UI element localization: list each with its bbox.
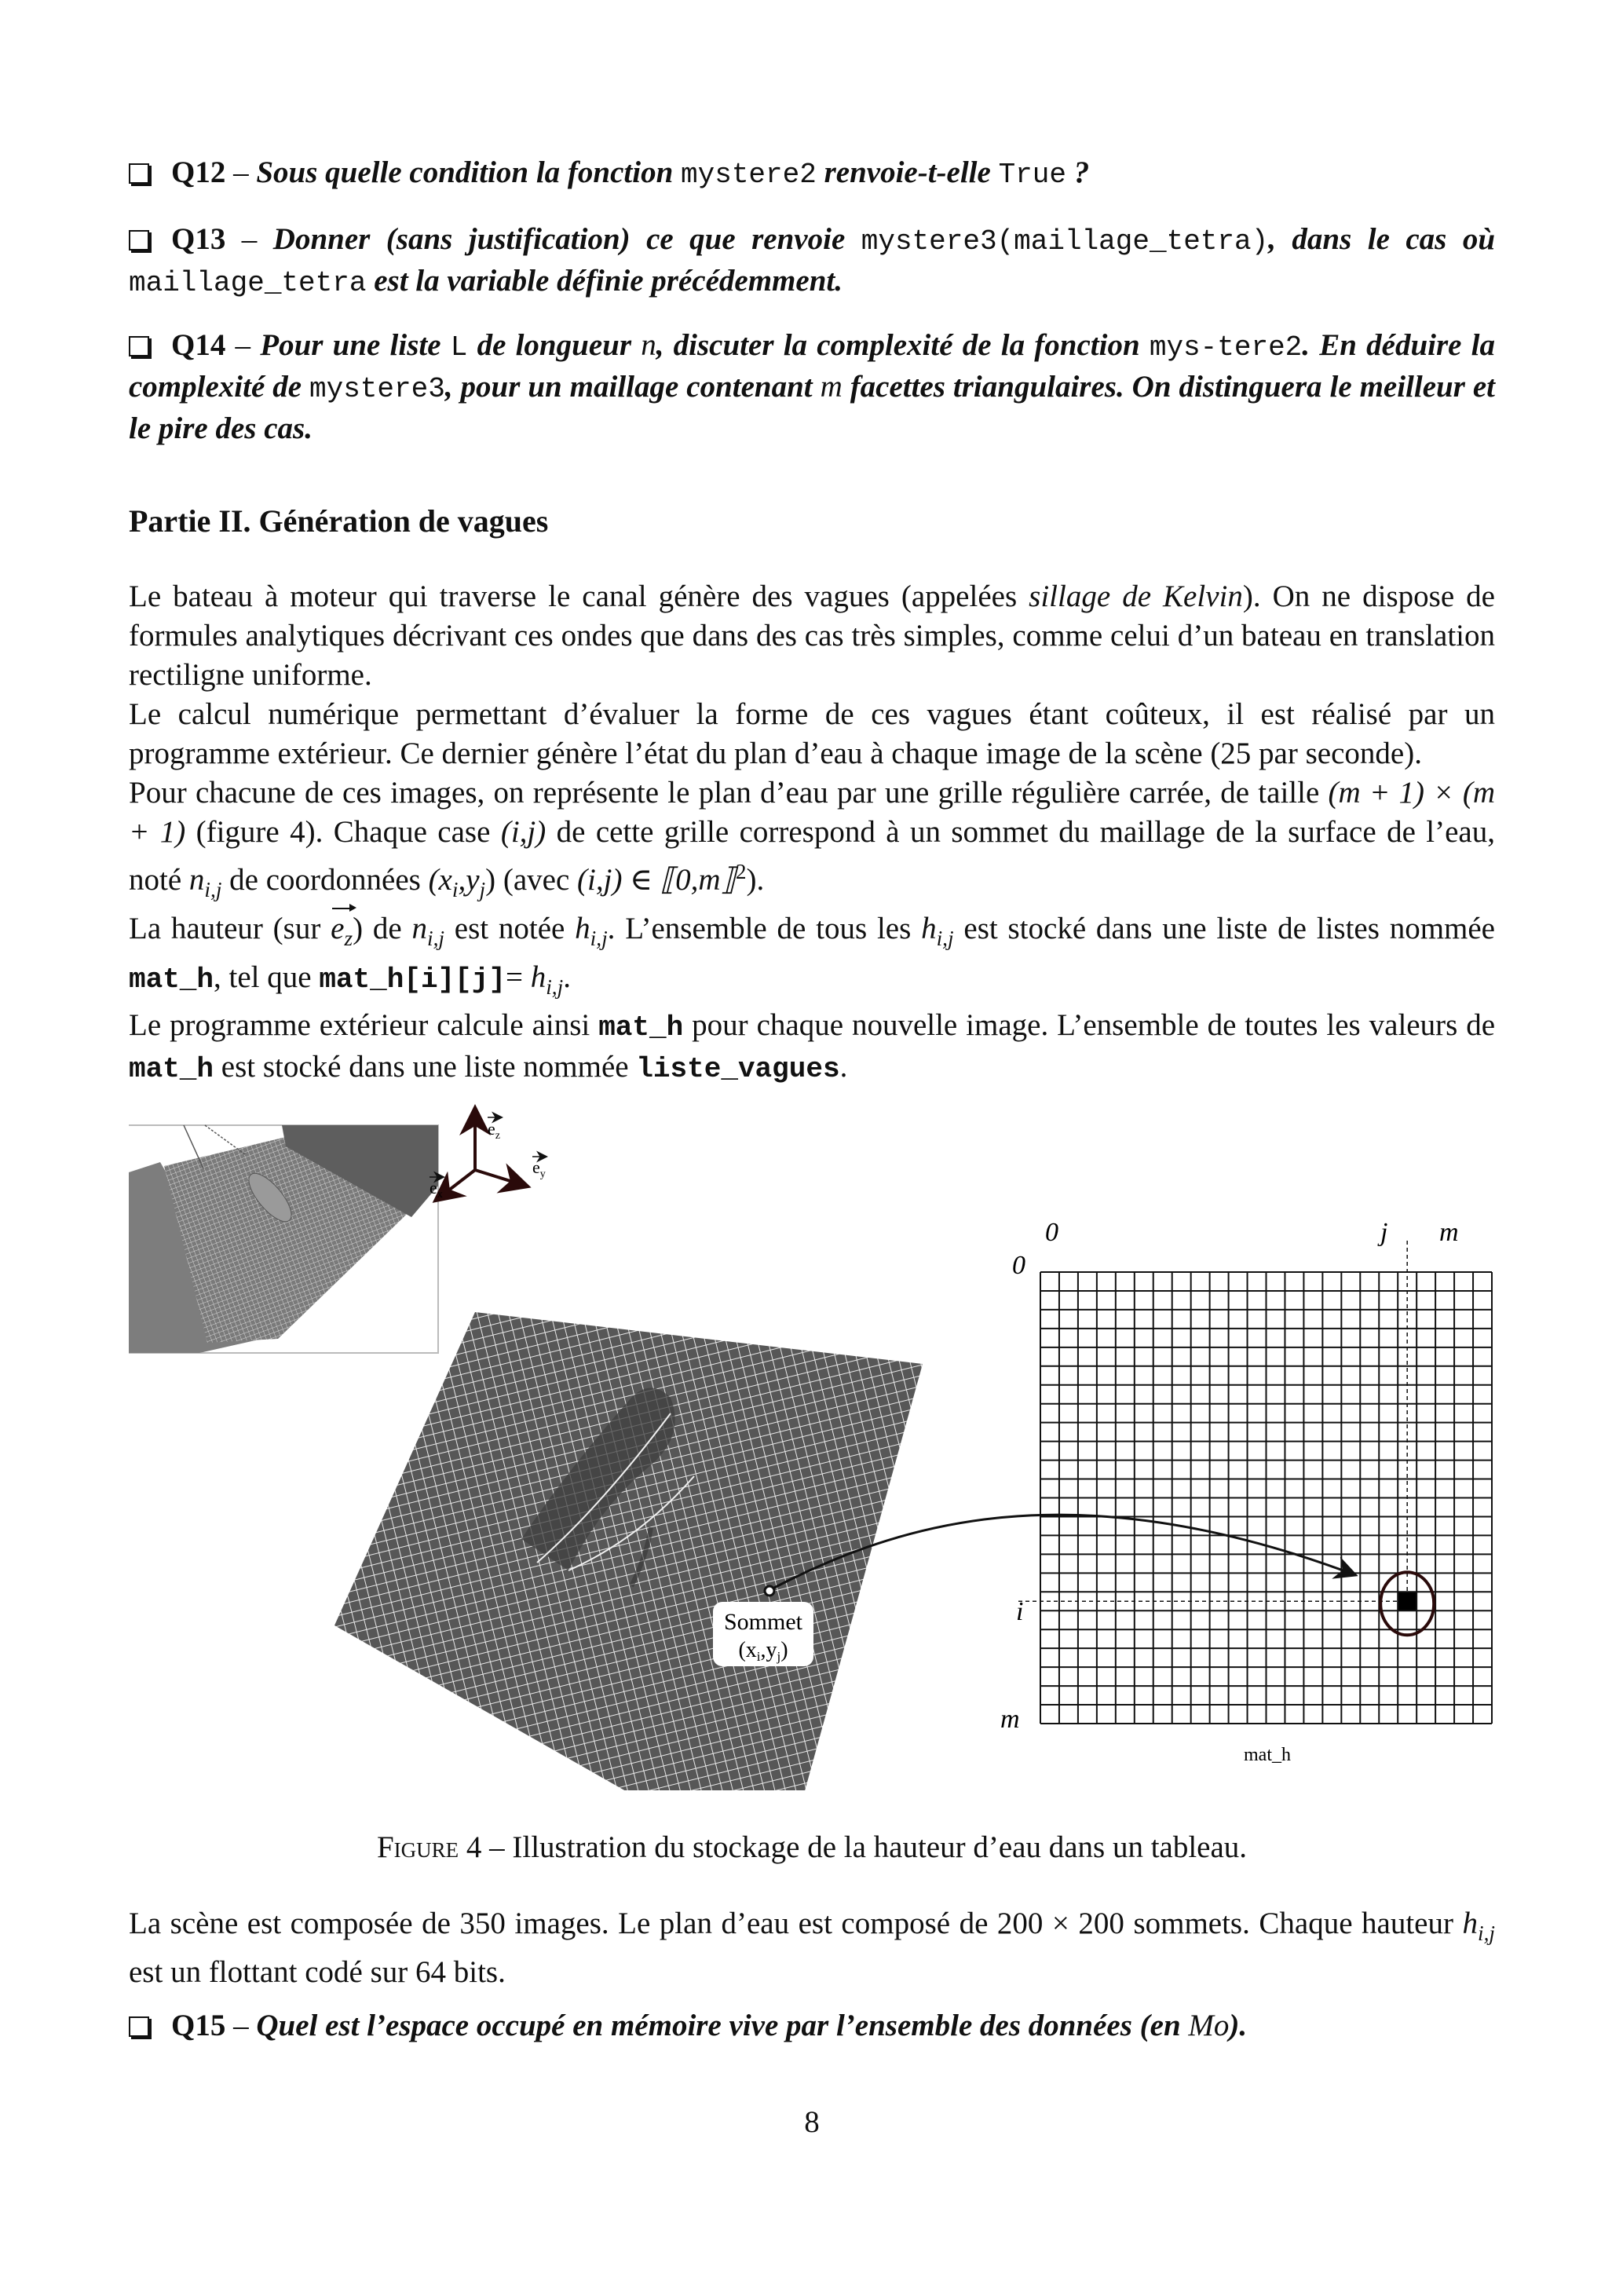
page-number: 8	[804, 2105, 820, 2139]
vertex-label-title: Sommet	[723, 1609, 803, 1635]
figure-4	[129, 1099, 1495, 1790]
axis-ex-arrow	[437, 1170, 475, 1199]
body-text	[129, 577, 1495, 1089]
paragraph: Le programme extérieur calcule ainsi mat_h pour chaque nouvelle image. L’ensemble de toutes les valeurs de mat_h est stocké dans une liste nommée liste_vagues.	[129, 1008, 1496, 1086]
axes-triad	[430, 1110, 546, 1201]
question-number: Q12	[171, 155, 226, 189]
question-number: Q13	[171, 222, 226, 256]
grid-col-label-0: 0	[1045, 1218, 1058, 1247]
water-mesh-surface	[334, 1312, 923, 1790]
figure-svg	[129, 1099, 1495, 1790]
question-q14: Q14 – Pour une liste L de longueur n, discuter la complexité de la fonction mys-tere2. En déduire la complexité de mystere3, pour un maillage contenant m facettes triangulaires. On distinguera le meilleur et le pire des cas.	[129, 328, 1496, 445]
axis-ez-label: $e_z$	[488, 1119, 500, 1142]
question-q12: Q12 – Sous quelle condition la fonction mystere2 renvoie-t-elle True ?	[129, 153, 1495, 195]
matrix-grid	[1018, 1241, 1492, 1724]
after-figure-text	[129, 1904, 1495, 1992]
paragraph: Le calcul numérique permettant d’évaluer la forme de ces vagues étant coûteux, il est réalisé par un programme extérieur. Ce dernier génère l’état du plan d’eau à chaque image de la scène (25 par seconde).	[129, 697, 1495, 770]
vector-ez: $e_z$	[331, 909, 353, 958]
section-title: Partie II. Génération de vagues	[129, 503, 549, 539]
inset-render	[129, 1125, 438, 1353]
paragraph: La scène est composée de 350 images. Le plan d’eau est composé de 200 × 200 sommets. Chaque hauteur $h_{i,j}$ est un flottant codé sur 64 bits.	[129, 1907, 1495, 1989]
question-number: Q14	[171, 328, 226, 362]
question-q15: Q15 – Quel est l’espace occupé en mémoire vive par l’ensemble des données (en Mo).	[129, 2006, 1495, 2046]
checkbox-icon	[129, 2016, 149, 2037]
axis-ey-label: $e_y$	[532, 1157, 546, 1180]
grid-row-label-m: m	[1000, 1705, 1020, 1734]
paragraph: La hauteur (sur $e_z$) de $n_{i,j}$ est notée $h_{i,j}$. L’ensemble de tous les $h_{i,j}$ est stocké dans une liste de listes nommée mat_h, tel que mat_h[i][j]= $h_{i,j}$.	[129, 909, 1495, 1007]
grid-row-label-i: i	[1016, 1597, 1024, 1626]
checkbox-icon	[129, 163, 149, 184]
question-number: Q15	[171, 2009, 226, 2042]
grid-col-label-j: j	[1380, 1218, 1388, 1247]
checkbox-icon	[129, 230, 149, 250]
vertex-label-coords: (xi,yj)	[738, 1638, 788, 1664]
grid-name-label: mat_h	[1244, 1745, 1291, 1765]
figure-caption: Figure 4 – Illustration du stockage de la hauteur d’eau dans un tableau.	[376, 1830, 1248, 1864]
paragraph: Pour chacune de ces images, on représente le plan d’eau par une grille régulière carrée, de taille (m + 1) × (m + 1) (figure 4). Chaque case (i,j) de cette grille correspond à un sommet du maillage de la surface de l’eau, noté $n_{i,j}$ de coordonnées $(x_i,y_j)$ (avec (i,j) ∈ ⟦0,m⟧$^2$).	[129, 776, 1495, 901]
axis-ex-label: $e_x$	[430, 1178, 443, 1201]
highlighted-cell	[1398, 1592, 1416, 1610]
paragraph: Le bateau à moteur qui traverse le canal génère des vagues (appelées sillage de Kelvin). On ne dispose de formules analytiques décrivant ces ondes que dans des cas très simples, comme celui d’un bateau en translation rectiligne uniforme.	[129, 579, 1495, 692]
axis-ey-arrow	[475, 1170, 525, 1186]
grid-row-label-0: 0	[1012, 1251, 1025, 1280]
checkbox-icon	[129, 336, 149, 356]
question-q13: Q13 – Donner (sans justification) ce que renvoie mystere3(maillage_tetra), dans le cas où maillage_tetra est la variable définie précédemment.	[129, 222, 1496, 299]
grid-col-label-m: m	[1439, 1218, 1459, 1247]
